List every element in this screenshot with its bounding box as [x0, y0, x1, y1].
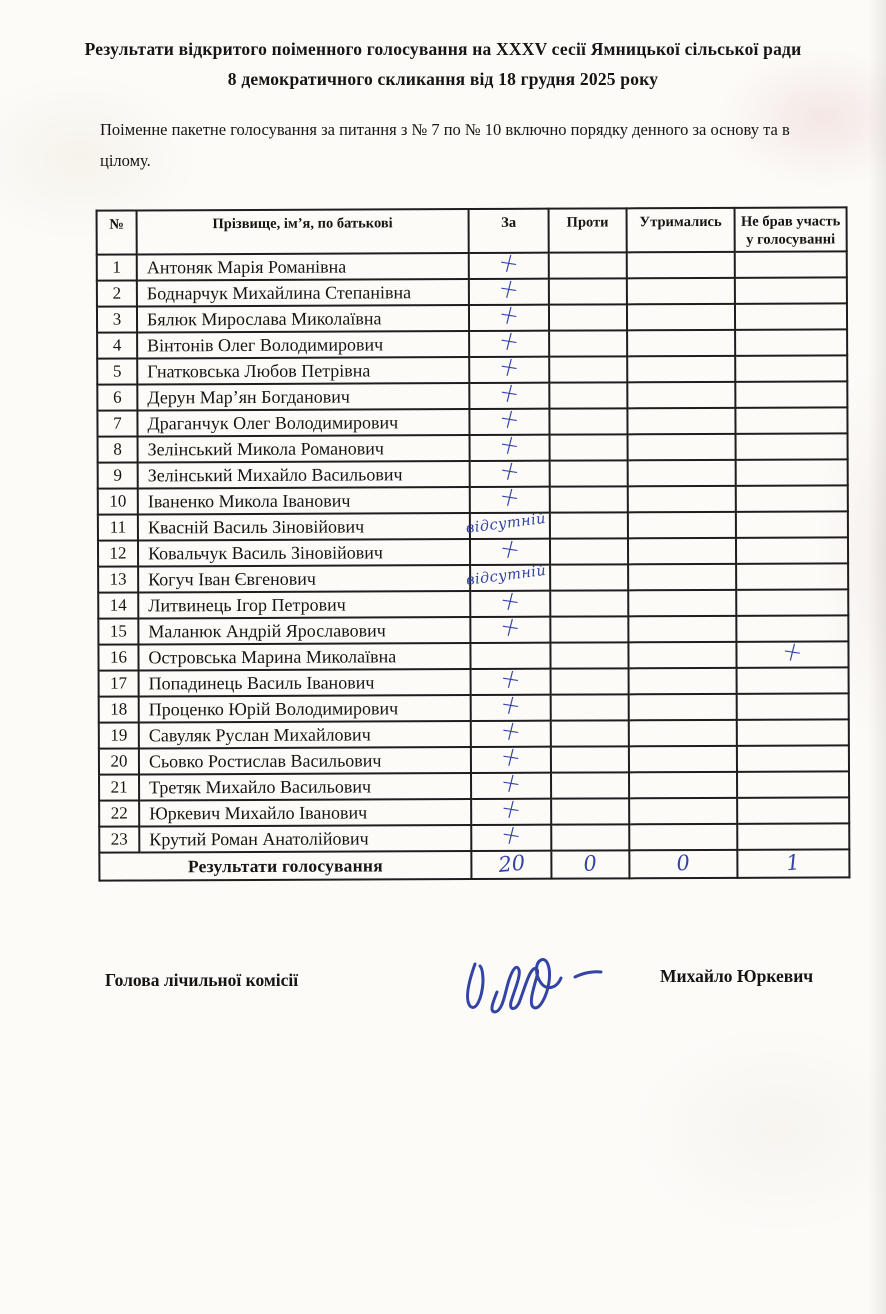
voter-name: Литвинець Ігор Петрович: [148, 594, 346, 615]
vote-for-mark: відсутній: [464, 510, 547, 537]
result-abstained-value: 0: [675, 850, 692, 876]
vote-for-mark: +: [496, 531, 524, 567]
table-row: [97, 277, 847, 306]
voter-name: Сьовко Ростислав Васильович: [148, 749, 382, 771]
vote-for-mark: +: [495, 375, 524, 411]
table-row: [97, 303, 847, 332]
table-row: [99, 693, 849, 722]
header-full-name: Прізвище, ім’я, по батькові: [137, 209, 469, 254]
voter-name: Ковальчук Василь Зіновійович: [147, 541, 383, 563]
voter-name: Савуляк Руслан Михайлович: [148, 723, 371, 745]
row-number: 16: [109, 647, 128, 667]
row-number: 17: [110, 673, 128, 693]
row-number: 21: [110, 777, 128, 797]
table-row: [97, 407, 847, 436]
row-number: 20: [110, 751, 128, 771]
voter-name: Островська Марина Миколаївна: [148, 645, 397, 667]
header-not-voting: Не брав участь у голосуванні: [735, 207, 847, 251]
voter-name: Антоняк Марія Романівна: [146, 256, 347, 277]
vote-for-mark: +: [496, 583, 525, 619]
header-number: №: [97, 210, 137, 254]
row-number: 1: [112, 257, 122, 277]
table-body: [97, 245, 850, 853]
results-row: [99, 849, 849, 880]
vote-for-mark: +: [496, 661, 525, 697]
voter-name: Боднарчук Михайлина Степанівна: [146, 281, 412, 303]
row-number: 5: [112, 361, 122, 381]
table-row: [99, 667, 849, 696]
row-number: 13: [109, 569, 127, 589]
voter-name: Крутий Роман Анатолійович: [149, 827, 369, 849]
vote-for-mark: +: [497, 791, 525, 827]
voter-name: Іваненко Микола Іванович: [147, 490, 351, 511]
vote-for-mark: +: [497, 765, 525, 801]
table-row: [98, 563, 848, 592]
row-number: 6: [113, 387, 122, 407]
table-row: [97, 381, 847, 410]
voter-name: Попадинець Василь Іванович: [148, 671, 375, 693]
vote-for-mark: +: [495, 271, 523, 307]
voter-name: Квасній Василь Зіновійович: [147, 515, 365, 537]
table-row: [99, 719, 849, 748]
row-number: 7: [113, 413, 122, 433]
commission-head-label: Голова лічильної комісії: [105, 970, 299, 990]
vote-for-mark: +: [496, 687, 525, 723]
vote-for-mark: відсутній: [464, 562, 547, 589]
results-label: Результати голосування: [99, 851, 471, 881]
voter-name: Вінтонів Олег Володимирович: [147, 333, 384, 355]
row-number: 3: [112, 309, 122, 329]
vote-not-voting-mark: +: [778, 634, 807, 669]
voter-name: Зелінський Михайло Васильович: [147, 463, 403, 485]
voter-name: Третяк Михайло Васильович: [149, 775, 372, 797]
table-row: [97, 251, 847, 280]
table-row: [99, 745, 849, 774]
vote-for-mark: +: [495, 427, 524, 463]
vote-for-mark: +: [495, 349, 524, 385]
row-number: 19: [110, 725, 128, 745]
vote-for-mark: +: [497, 817, 526, 853]
scanned-document-page: [0, 34, 886, 1314]
row-number: 15: [109, 621, 127, 641]
signature-scribble-icon: [445, 924, 625, 1024]
table-row: [98, 537, 848, 566]
vote-for-mark: +: [495, 323, 523, 359]
row-number: 8: [113, 439, 122, 459]
signer-name: Михайло Юркевич: [660, 966, 814, 986]
title-line-2: 8 демократичного скликання від 18 грудня 2025 року: [227, 69, 659, 89]
row-number: 4: [112, 335, 122, 355]
row-number: 11: [109, 517, 127, 537]
vote-for-mark: +: [495, 479, 524, 515]
voter-name: Драганчук Олег Володимирович: [147, 411, 399, 433]
voter-name: Когуч Іван Євгенович: [148, 568, 316, 589]
row-number: 10: [109, 491, 127, 511]
title-line-1: Результати відкритого поіменного голосування на XXXV сесії Ямницької сільської ради: [84, 39, 802, 59]
table-row: [97, 355, 847, 384]
voter-name: Зелінський Микола Романович: [147, 437, 384, 459]
table-row: [98, 589, 848, 618]
vote-for-mark: +: [495, 297, 523, 333]
vote-for-mark: +: [495, 401, 524, 437]
table-row: [98, 485, 848, 514]
vote-for-mark: +: [497, 739, 525, 775]
table-row: [98, 615, 848, 644]
table-row: [98, 459, 848, 488]
voting-results-table: [96, 206, 851, 881]
row-number: 2: [112, 283, 122, 303]
row-number: 18: [110, 699, 128, 719]
table-row: [99, 771, 849, 800]
result-not-voting-value: 1: [785, 849, 802, 875]
header-abstained: Утримались: [627, 208, 735, 252]
vote-for-mark: +: [494, 245, 523, 281]
row-number: 9: [113, 465, 122, 485]
vote-for-mark: +: [496, 609, 525, 645]
row-number: 12: [109, 543, 127, 563]
voter-name: Дерун Мар’ян Богданович: [147, 386, 350, 407]
table-row: [99, 823, 849, 852]
row-number: 14: [109, 595, 127, 615]
vote-for-mark: +: [495, 453, 524, 489]
result-for-value: 20: [496, 850, 526, 877]
voter-name: Юркевич Михайло Іванович: [149, 801, 368, 823]
voter-name: Проценко Юрій Володимирович: [148, 697, 399, 719]
header-for: За: [469, 209, 549, 253]
table-row: [98, 433, 848, 462]
row-number: 23: [110, 829, 128, 849]
header-against: Проти: [549, 208, 627, 252]
table-row: [99, 797, 849, 826]
table-row: [98, 641, 848, 670]
signature-block: [0, 922, 886, 1072]
result-against-value: 0: [582, 850, 599, 876]
voter-name: Гнатковська Любов Петрівна: [147, 359, 371, 381]
voter-name: Маланюк Андрій Ярославович: [148, 619, 386, 641]
table-row: [98, 511, 848, 540]
document-title: [40, 34, 846, 94]
voter-name: Бялюк Мирослава Миколаївна: [146, 307, 382, 329]
intro-paragraph: Поіменне пакетне голосування за питання з № 7 по № 10 включно порядку денного за основу та в цілому.: [100, 120, 790, 170]
table-row: [97, 329, 847, 358]
row-number: 22: [110, 803, 128, 823]
vote-for-mark: +: [496, 713, 525, 749]
table-header-row: [97, 207, 847, 254]
